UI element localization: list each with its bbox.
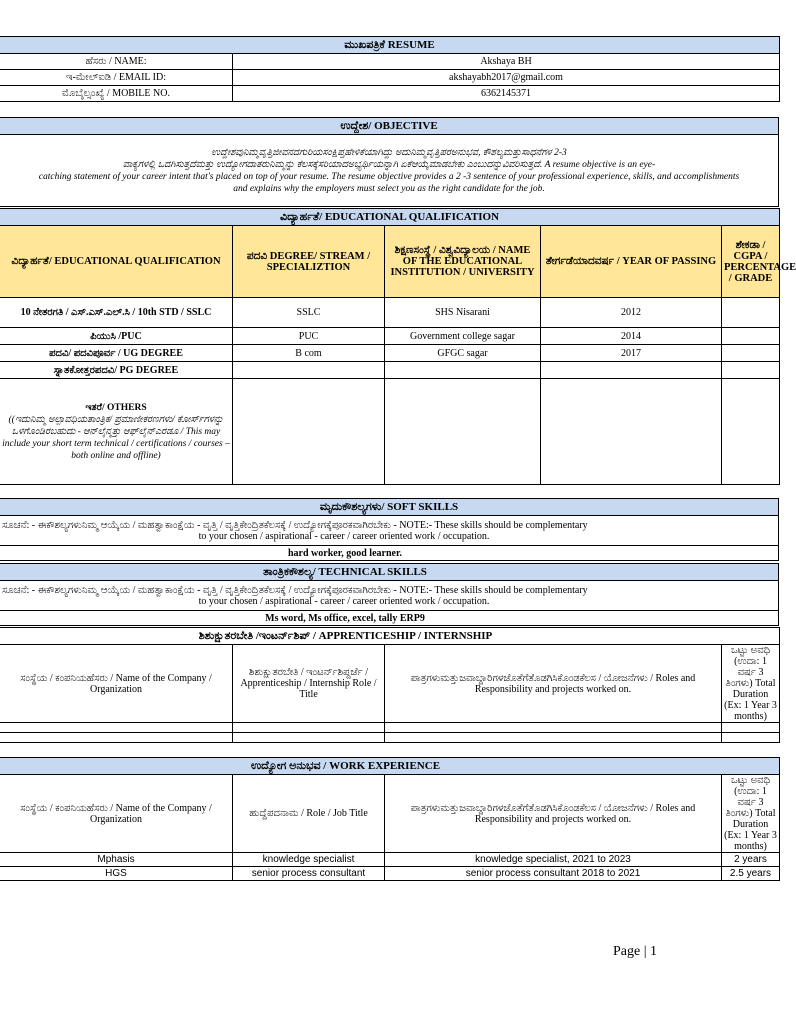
objective-line: and explains why the employers must select you as the right candidate for the job. [233, 183, 545, 194]
soft-skills-title: ಮೃದುಕೌಶಲ್ಯಗಳು/ SOFT SKILLS [0, 499, 779, 516]
work-col-role: ಹುದ್ದೆಪದನಾಮ / Role / Job Title [233, 775, 385, 853]
work-company: Mphasis [0, 853, 233, 867]
edu-qualification: 10 ನೇತರಗತಿ / ಎಸ್.ಎಸ್.ಎಲ್.ಸಿ / 10th STD / SSLC [0, 298, 233, 328]
edu-institution: SHS Nisarani [385, 298, 541, 328]
email-value: akshayabh2017@gmail.com [233, 70, 780, 86]
work-experience-table [0, 757, 780, 881]
name-label: ಹೆಸರು / NAME: [0, 54, 233, 70]
objective-title: ಉದ್ದೇಶ/ OBJECTIVE [0, 118, 779, 135]
table-row [0, 379, 780, 485]
table-row [0, 867, 780, 881]
intern-col-responsibility: ಪಾತ್ರಗಳುಮತ್ತುಜವಾಬ್ದಾರಿಗಳಜೊತೆಗೆತೊಡಗಿಸಿಕೊಂಡಕೆಲಸ / ಯೋಜನೆಗಳು / Roles and Responsibility and projects worked on. [385, 645, 722, 723]
edu-qualification: ಪದವಿ/ ಪದವಿಪೂರ್ವ / UG DEGREE [0, 345, 233, 362]
edu-others [0, 379, 233, 485]
edu-degree [233, 362, 385, 379]
edu-qualification: ಸ್ನಾತಕೋತ್ತರಪದವಿ/ PG DEGREE [0, 362, 233, 379]
objective-table [0, 117, 779, 207]
personal-details-table [0, 36, 780, 102]
intern-cell [385, 733, 722, 743]
technical-skills-value: Ms word, Ms office, excel, tally ERP9 [0, 611, 779, 626]
technical-skills-title: ತಾಂತ್ರಿಕಕೌಶಲ್ಯ/ TECHNICAL SKILLS [0, 564, 779, 581]
work-col-responsibility: ಪಾತ್ರಗಳುಮತ್ತುಜವಾಬ್ದಾರಿಗಳಜೊತೆಗೆತೊಡಗಿಸಿಕೊಂಡಕೆಲಸ / ಯೋಜನೆಗಳು / Roles and Responsibility and projects worked on. [385, 775, 722, 853]
table-row [0, 328, 780, 345]
edu-year [541, 379, 722, 485]
objective-line: ವಾಕ್ಯಗಳಲ್ಲಿ ಒದಗಿಸುತ್ತದೆಮತ್ತು ಉದ್ಯೋಗದಾತರುನಿಮ್ಮನ್ನು ಕೆಲಸಕ್ಕೆಸರಿಯಾದಅಭ್ಯರ್ಥಿಯನ್ನಾಗಿ ಏಕೆಆಯ್ಕೆಮಾಡಬೇಕು ಎಂಬುದನ್ನುವಿವರಿಸುತ್ತದೆ. A resume objective is an eye- [122, 159, 656, 170]
edu-col-year: ತೇರ್ಗಡೆಯಾದವರ್ಷ / YEAR OF PASSING [541, 226, 722, 298]
resume-title: ಮುಖಪತ್ರಿಕೆ RESUME [0, 37, 780, 54]
edu-col-qualification: ವಿದ್ಯಾರ್ಹತೆ/ EDUCATIONAL QUALIFICATION [0, 226, 233, 298]
internship-table [0, 627, 780, 743]
edu-year: 2017 [541, 345, 722, 362]
mobile-label: ಮೊಬೈಲ್ಸಂಖ್ಯೆ / MOBILE NO. [0, 86, 233, 102]
work-col-duration: ಒಟ್ಟು ಅವಧಿ (ಉದಾ: 1 ವರ್ಷ 3 ತಿಂಗಳು) Total Duration (Ex: 1 Year 3 months) [722, 775, 780, 853]
work-duration: 2.5 years [722, 867, 780, 881]
table-row [0, 345, 780, 362]
intern-col-role: ಶಿಶುಕ್ಷುತರಬೇತಿ / ಇಂಟರ್ನ್‌ಶಿಪ್ದರ್ಜೆ / Apprenticeship / Internship Role / Title [233, 645, 385, 723]
intern-cell [722, 733, 780, 743]
work-company: HGS [0, 867, 233, 881]
edu-institution [385, 379, 541, 485]
technical-skills-note-line: ಸೂಚನೆ: - ಈಕೌಶಲ್ಯಗಳುನಿಮ್ಮ ಆಯ್ಕೆಯ / ಮಹತ್ವಾಕಾಂಕ್ಷೆಯ - ವೃತ್ತಿ / ವೃತ್ತಿಕೇಂದ್ರಿತಕೆಲಸಕ್ಕೆ / ಉದ್ಯೋಗಕ್ಕೆಪೂರಕವಾಗಿರಬೇಕು - NOTE:- These skills should be complementary [2, 584, 588, 596]
name-value: Akshaya BH [233, 54, 780, 70]
mobile-value: 6362145371 [233, 86, 780, 102]
objective-text [0, 135, 779, 207]
edu-year: 2014 [541, 328, 722, 345]
intern-cell [0, 723, 233, 733]
email-label: ಇ-ಮೇಲ್ಐಡಿ / EMAIL ID: [0, 70, 233, 86]
technical-skills-note [0, 581, 779, 611]
edu-degree: PUC [233, 328, 385, 345]
soft-skills-note-line: to your chosen / aspirational - career / career oriented work / occupation. [198, 530, 490, 542]
edu-grade [722, 379, 780, 485]
intern-cell [233, 723, 385, 733]
edu-year: 2012 [541, 298, 722, 328]
edu-degree [233, 379, 385, 485]
soft-skills-table [0, 498, 779, 561]
table-row [0, 733, 780, 743]
work-role: knowledge specialist [233, 853, 385, 867]
soft-skills-note-line: ಸೂಚನೆ: - ಈಕೌಶಲ್ಯಗಳುನಿಮ್ಮ ಆಯ್ಕೆಯ / ಮಹತ್ವಾಕಾಂಕ್ಷೆಯ - ವೃತ್ತಿ / ವೃತ್ತಿಕೇಂದ್ರಿತಕೆಲಸಕ್ಕೆ / ಉದ್ಯೋಗಕ್ಕೆಪೂರಕವಾಗಿರಬೇಕು - NOTE:- These skills should be complementary [2, 519, 588, 531]
soft-skills-note [0, 516, 779, 546]
edu-others-note: ((ಇದುನಿಮ್ಮ ಅಲ್ಪಾವಧಿಯತಾಂತ್ರಿಕ/ ಪ್ರಮಾಣೀಕರಣಗಳು/ ಕೋರ್ಸ್‌ಗಳನ್ನು ಒಳಗೊಂಡಿರಬಹುದು - ಆನ್‌ಲೈನ್ಮತ್ತು ಆಫ್‌ಲೈನ್ಎರಡೂ / This may include your short term technical / certifications / courses – both online and offline) [2, 414, 230, 461]
edu-grade [722, 362, 780, 379]
intern-col-company: ಸಂಸ್ಥೆಯ / ಕಂಪನಿಯಹೆಸರು / Name of the Company / Organization [0, 645, 233, 723]
edu-qualification: ಪಿಯುಸಿ /PUC [0, 328, 233, 345]
intern-cell [233, 733, 385, 743]
edu-year [541, 362, 722, 379]
internship-title: ಶಿಶುಕ್ಷುತರಬೇತಿ /ಇಂಟರ್ನ್‌ಶಿಪ್ / APPRENTICESHIP / INTERNSHIP [0, 628, 780, 645]
work-duration: 2 years [722, 853, 780, 867]
edu-grade [722, 298, 780, 328]
objective-line: catching statement of your career intent that's placed on top of your resume. The resume objective provides a 2 -3 sentence of your professional experience, skills, and accomplishments [38, 171, 740, 182]
work-title: ಉದ್ಯೋಗ ಅನುಭವ / WORK EXPERIENCE [0, 758, 780, 775]
technical-skills-table [0, 563, 779, 626]
edu-others-title: ಇತರೆ/ OTHERS [85, 402, 147, 413]
technical-skills-note-line: to your chosen / aspirational - career / career oriented work / occupation. [198, 595, 490, 607]
objective-line: ಉದ್ದೇಶವುನಿಮ್ಮವೃತ್ತಿಜೀವನದಗುರಿಯಸಂಕ್ಷಿಪ್ತಹೇಳಿಕೆಯಾಗಿದ್ದು ಅದುನಿಮ್ಮವೃತ್ತಿಪರಅನುಭವ, ಕೌಶಲ್ಯಮತ್ತುಸಾಧನೆಗಳ 2-3 [211, 147, 567, 158]
table-row [0, 723, 780, 733]
page-number: Page | 1 [613, 944, 658, 959]
table-row [0, 853, 780, 867]
table-row [0, 298, 780, 328]
intern-cell [385, 723, 722, 733]
edu-degree: B com [233, 345, 385, 362]
edu-grade [722, 328, 780, 345]
edu-institution: Government college sagar [385, 328, 541, 345]
work-col-company: ಸಂಸ್ಥೆಯ / ಕಂಪನಿಯಹೆಸರು / Name of the Company / Organization [0, 775, 233, 853]
education-table [0, 208, 796, 485]
work-responsibility: knowledge specialist, 2021 to 2023 [385, 853, 722, 867]
edu-institution: GFGC sagar [385, 345, 541, 362]
edu-col-institution: ಶಿಕ್ಷಣಸಂಸ್ಥೆ / ವಿಶ್ವವಿದ್ಯಾಲಯ / NAME OF THE EDUCATIONAL INSTITUTION / UNIVERSITY [385, 226, 541, 298]
intern-cell [722, 723, 780, 733]
work-responsibility: senior process consultant 2018 to 2021 [385, 867, 722, 881]
education-title: ವಿದ್ಯಾರ್ಹತೆ/ EDUCATIONAL QUALIFICATION [0, 209, 780, 226]
edu-institution [385, 362, 541, 379]
intern-cell [0, 733, 233, 743]
edu-col-degree: ಪದವಿ DEGREE/ STREAM / SPECIALIZTION [233, 226, 385, 298]
work-role: senior process consultant [233, 867, 385, 881]
edu-col-grade: ಶೇಕಡಾ / CGPA / PERCENTAGE / GRADE [722, 226, 780, 298]
table-row [0, 362, 780, 379]
edu-degree: SSLC [233, 298, 385, 328]
intern-col-duration: ಒಟ್ಟು ಅವಧಿ (ಉದಾ: 1 ವರ್ಷ 3 ತಿಂಗಳು) Total Duration (Ex: 1 Year 3 months) [722, 645, 780, 723]
edu-grade [722, 345, 780, 362]
soft-skills-value: hard worker, good learner. [0, 546, 779, 561]
